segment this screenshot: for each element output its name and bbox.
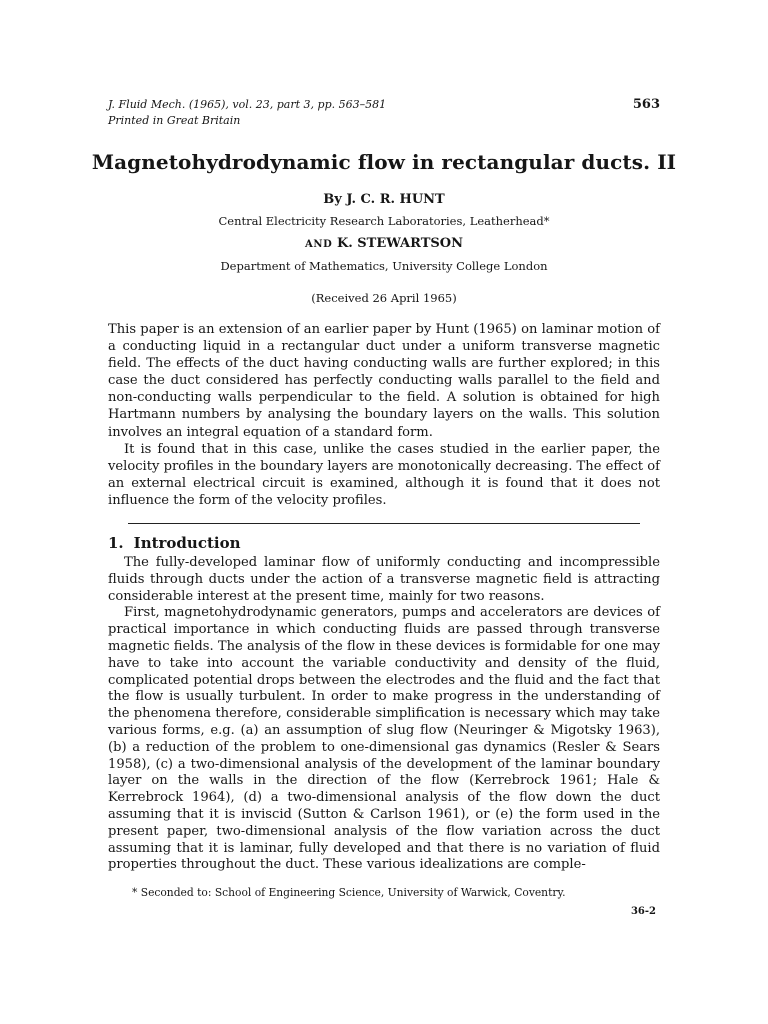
printed-in: Printed in Great Britain [108, 114, 241, 127]
section-divider [128, 523, 640, 524]
abstract-paragraph-1: This paper is an extension of an earlier paper by Hunt (1965) on laminar motion of a conducting liquid in a rectangular duct under a uniform transverse magnetic field. The effects of the duct having conducting walls are further explored; in this case the duct considered has perfectly conducting walls parallel to the field and non-conducting walls perpendicular to the field. A solution is obtained for high Hartmann numbers by analysing the boundary layers on the walls. This solution involves an integral equation of a standard form. [108, 322, 660, 440]
footnote: * Seconded to: School of Engineering Science, University of Warwick, Coventry. [132, 886, 566, 899]
section-heading [108, 534, 241, 552]
author-line-1: By J. C. R. HUNT [323, 192, 445, 207]
article-title: Magnetohydrodynamic flow in rectangular ducts. II [91, 150, 677, 174]
received-date: (Received 26 April 1965) [311, 291, 457, 305]
page-number: 563 [632, 97, 660, 112]
journal-citation: J. Fluid Mech. (1965), vol. 23, part 3, pp. 563–581 [108, 98, 387, 111]
abstract-paragraph-2: It is found that in this case, unlike the cases studied in the earlier paper, the velocity profiles in the boundary layers are monotonically decreasing. The effect of an external electrical circuit is examined, although it is found that it does not influence the form of the velocity profiles. [108, 441, 660, 508]
section-title: Introduction [133, 534, 241, 552]
abstract [108, 321, 660, 509]
author-2-name: K. STEWARTSON [336, 236, 463, 251]
printer-signature: 36-2 [630, 906, 656, 917]
affiliation-1: Central Electricity Research Laboratories, Leatherhead* [218, 214, 550, 228]
body-paragraph-2: First, magnetohydrodynamic generators, pumps and accelerators are devices of practical importance in which conducting fluids are passed through transverse magnetic fields. The analysis of the flow in these devices is formidable for one may have to take into account the variable conductivity and density of the fluid, complicated potential drops between the electrodes and the fluid and the fact that the flow is usually turbulent. In order to make progress in the understanding of the phenomena therefore, considerable simplification is necessary which may take various forms, e.g. (a) an assumption of slug flow (Neuringer & Migotsky 1963), (b) a reduction of the problem to one-dimensional gas dynamics (Resler & Sears 1958), (c) a two-dimensional analysis of the development of the laminar boundary layer on the walls in the direction of the flow (Kerrebrock 1961; Hale & Kerrebrock 1964), (d) a two-dimensional analysis of the flow down the duct assuming that it is inviscid (Sutton & Carlson 1961), or (e) the form used in the present paper, two-dimensional analysis of the flow variation across the duct assuming that it is laminar, fully developed and that there is no variation of fluid properties throughout the duct. These various idealizations are comple- [108, 605, 660, 873]
section-number: 1. [108, 534, 124, 552]
section-body [108, 555, 660, 874]
affiliation-2: Department of Mathematics, University College London [220, 259, 548, 273]
body-paragraph-1: The fully-developed laminar flow of uniformly conducting and incompressible fluids through ducts under the action of a transverse magnetic field is attracting considerable interest at the present time, mainly for two reasons. [108, 555, 660, 604]
author-line-2 [0, 236, 768, 251]
running-header [108, 97, 660, 129]
and-word: AND [305, 239, 333, 250]
